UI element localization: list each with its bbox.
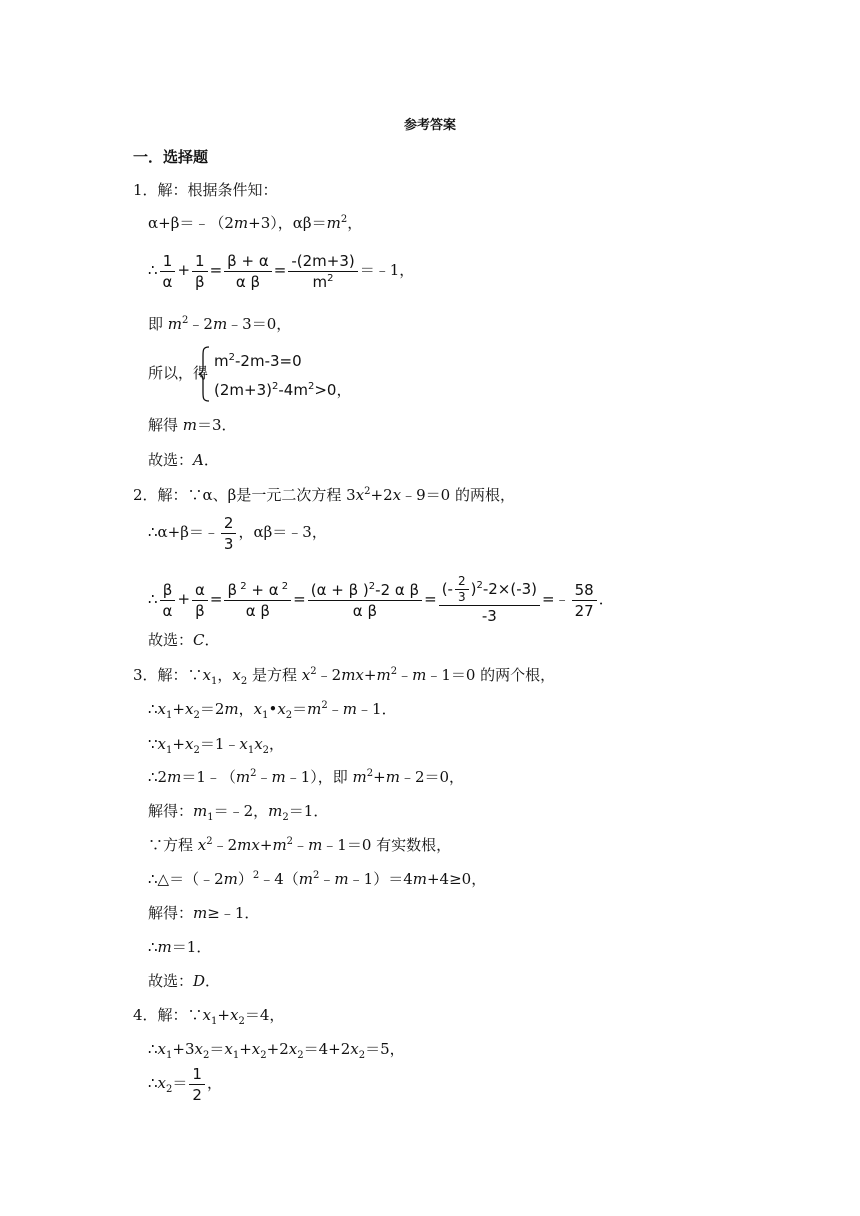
- fraction-2-over-3: $\frac{2}{3}$: [221, 514, 237, 553]
- q3-answer: 故选：D．: [148, 972, 221, 990]
- therefore-symbol: ∴: [148, 261, 158, 279]
- q1-fraction-line: ∴ $\frac{1}{\alpha}$ + $\frac{1}{\beta}$ = $\frac{\beta + \alpha}{\text{α β}}$ = $\frac{-(2m+3)}{m^2}$ ＝﹣1，: [148, 251, 415, 291]
- q1-system-prefix: 所以，得: [148, 364, 209, 382]
- fraction-1-over-beta: $\frac{1}{\beta}$: [192, 252, 208, 291]
- q2-fraction-line: ∴ $\frac{\beta}{\alpha}$ + $\frac{\alpha}{\beta}$ = $\frac{\beta ^2 + \alpha ^2}{\text{α β}}$ = $\frac{(\alpha + \beta )^2-2 \alpha \beta}{\text{α β}}$ = (- $\frac{2}{3}$ )$^2$-2×(-3) -3 =﹣ $\frac{58}{27}$ ．: [148, 574, 614, 625]
- system-equation-1: $m^2-2m-3=0$: [214, 352, 302, 370]
- section-heading: 一．选择题: [133, 148, 209, 166]
- fraction-beta-over-alpha: $\frac{\beta}{\alpha}$: [160, 581, 176, 620]
- q3-line2: $\because x_1+x_2=1﹣x_1x_2$，: [148, 735, 285, 756]
- fraction-1-over-alpha: $\frac{1}{\alpha}$: [160, 252, 176, 291]
- q1-line3: 即 $m^2﹣2m﹣3=0$，: [148, 315, 292, 333]
- fraction-sum-over-product: $\frac{\beta + \alpha}{\text{α β}}$: [224, 252, 272, 291]
- q2-intro: 2．解：∵α、β是一元二次方程 $3x^2+2x﹣9=0$ 的两根，: [133, 486, 515, 504]
- fraction-squares-sum: $\frac{\beta ^2 + \alpha ^2}{\text{α β}}$: [224, 581, 291, 620]
- q3-line6: $\therefore\triangle=(﹣2m)^2﹣4(m^2﹣m﹣1)=4m+4\ge 0$，: [148, 870, 487, 888]
- q1-line1: α+β＝﹣（2m+3），$\alpha\beta=m^2$，: [148, 214, 363, 232]
- system-inequality-2: $(2m+3)^2-4m^2>0$，: [214, 381, 352, 399]
- q3-line7: 解得：m≥﹣1．: [148, 904, 260, 922]
- fraction-neg-2m3-over-m2: $\frac{-(2m+3)}{m^2}$: [288, 252, 357, 291]
- q3-line3: $\therefore 2m=1﹣(m^2﹣m﹣1)$，即 $m^2+m﹣2=0$，: [148, 768, 465, 786]
- q3-intro: 3．解：$\because x_1$，$x_2$ 是方程 $x^2﹣2mx+m^2﹣m﹣1=0$ 的两个根，: [133, 666, 556, 687]
- page-title: 参考答案: [403, 118, 456, 133]
- q1-answer: 故选：A．: [148, 451, 219, 469]
- fraction-substituted: (- $\frac{2}{3}$ )$^2$-2×(-3) -3: [439, 575, 540, 625]
- q2-answer: 故选：C．: [148, 631, 220, 649]
- fraction-result-58-27: $\frac{58}{27}$: [572, 581, 597, 620]
- q4-line2: $\therefore x_2=$ $\frac{1}{2}$ ，: [148, 1064, 222, 1104]
- q2-line1: ∴α+β＝﹣ $\frac{2}{3}$ ，αβ＝﹣3，: [148, 513, 327, 553]
- system-brace-icon: [198, 346, 210, 402]
- q3-line1: $\therefore x_1+x_2=2m$，$x_1•x_2=m^2﹣m﹣1$．: [148, 700, 397, 721]
- q3-line4: 解得：$m_1=﹣2$，$m_2=1$．: [148, 802, 329, 823]
- q3-line8: ∴m＝1．: [148, 938, 212, 956]
- q3-line5: ∵方程 $x^2﹣2mx+m^2﹣m﹣1=0$ 有实数根，: [148, 836, 452, 854]
- q1-intro: 1．解：根据条件知：: [133, 181, 278, 199]
- q1-line5: 解得 m＝3．: [148, 416, 237, 434]
- q4-intro: 4．解：$\because x_1+x_2=4$，: [133, 1006, 285, 1027]
- q4-line1: $\therefore x_1+3x_2=x_1+x_2+2x_2=4+2x_2=5$，: [148, 1040, 405, 1061]
- fraction-alpha-over-beta: $\frac{\alpha}{\beta}$: [192, 581, 208, 620]
- fraction-identity: $\frac{(\alpha + \beta )^2-2 \alpha \beta}{\text{α β}}$: [308, 581, 422, 620]
- fraction-1-over-2: $\frac{1}{2}$: [189, 1065, 205, 1104]
